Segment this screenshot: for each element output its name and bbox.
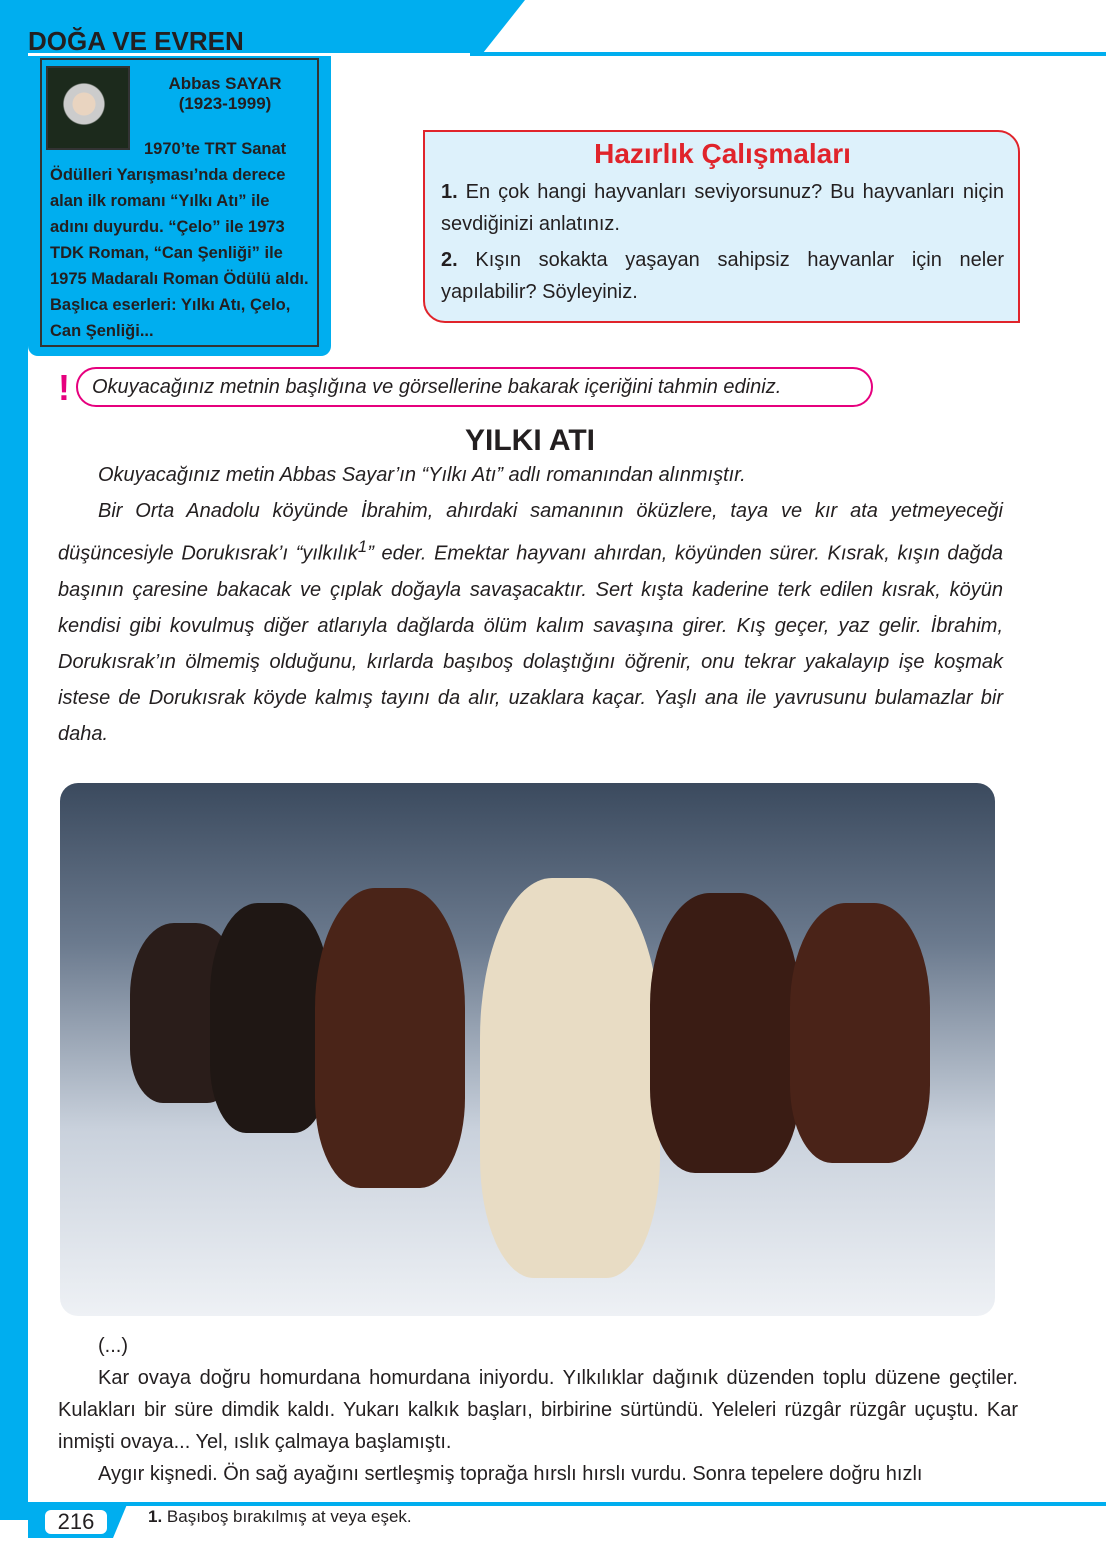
footnote (148, 1507, 412, 1527)
footnote-ref: 1 (357, 537, 368, 556)
footnote-text: Başıboş bırakılmış at veya eşek. (162, 1507, 412, 1526)
question-2 (441, 244, 1004, 308)
question-1 (441, 176, 1004, 240)
author-years: (1923-1999) (178, 94, 272, 113)
intro-sentence: Okuyacağınız metin Abbas Sayar’ın “Yılkı Atı” adlı romanından alınmıştır. (98, 464, 746, 486)
story-text (58, 1330, 1018, 1490)
left-color-bar (0, 0, 28, 1520)
horses-in-snow-photo (60, 783, 995, 1316)
preparation-title: Hazırlık Çalışmaları (594, 138, 851, 169)
story-paragraph-1: Kar ovaya doğru homurdana homurdana iniyordu. Yılkılıklar dağınık düzenden toplu düzene geçtiler. Kulakları bir süre dimdik kaldı. Yukarı kalkık başları, birbirine sürtündü. Yeleleri rüzgâr rüzgâr uçuştu. Kar inmişti ovaya... Yel, ıslık çalmaya başlamıştı. (58, 1367, 1018, 1453)
bio-first-line: 1970’te TRT Sanat (144, 140, 287, 158)
q1-number: 1. (441, 181, 458, 203)
summary-part-2: ” eder. Emektar hayvanı ahırdan, köyünden sürer. Kısrak, kışın dağda başının çaresine bakacak ve çıplak doğayla savaşacaktır. Sert kışta kaderine terk edilen kısrak, köyün kendisi gibi kovulmuş diğer atlarıyla dağlarda ölüm kalım savaşına girer. Kış geçer, yaz gelir. İbrahim, Dorukısrak’ın ölmemiş olduğunu, kırlarda başıboş dolaştığını öğrenir, onu tekrar yakalayıp işe koşmak istese de Dorukısrak köyde kalmış tayını da alır, uzaklara kaçar. Yaşlı ana ile yavrusunu bulamazlar bir daha. (58, 542, 1003, 745)
page-number: 216 (45, 1510, 107, 1534)
ellipsis: (...) (98, 1335, 128, 1357)
header-line (470, 52, 1106, 56)
reading-title: YILKI ATI (465, 424, 595, 457)
q2-number: 2. (441, 249, 458, 271)
preparation-box (423, 130, 1020, 323)
summary-paragraph (58, 493, 1003, 752)
bio-body: Ödülleri Yarışması’nda derece alan ilk romanı “Yılkı Atı” ile adını duyurdu. “Çelo” ile 1973 TDK Roman, “Can Şenliği” ile 1975 Madaralı Roman Ödülü aldı. Başlıca eserleri: Yılkı Atı, Çelo, Can Şenliği... (50, 166, 309, 340)
footer-line (0, 1502, 1106, 1506)
q2-text: Kışın sokakta yaşayan sahipsiz hayvanlar için neler yapılabilir? Söyleyiniz. (441, 249, 1004, 303)
author-name-text: Abbas SAYAR (168, 74, 282, 93)
prediction-prompt: Okuyacağınız metnin başlığına ve görsellerine bakarak içeriğini tahmin ediniz. (76, 367, 873, 407)
footnote-number: 1. (148, 1507, 163, 1526)
author-name (140, 74, 310, 114)
reading-intro (58, 457, 1003, 752)
exclamation-icon: ! (58, 367, 70, 408)
summary-part-1: Bir Orta Anadolu köyünde İbrahim, ahırdaki samanının öküzlere, taya ve kır ata yetmeyeceği düşüncesiyle Dorukısrak’ı “yılkılık (58, 500, 1003, 565)
story-paragraph-2: Aygır kişnedi. Ön sağ ayağını sertleşmiş toprağa hırslı hırslı vurdu. Sonra tepelere doğru hızlı (98, 1463, 923, 1485)
author-bio-text (50, 136, 312, 344)
q1-text: En çok hangi hayvanları seviyorsunuz? Bu hayvanları niçin sevdiğinizi anlatınız. (441, 181, 1004, 235)
unit-title: DOĞA VE EVREN (28, 26, 244, 56)
